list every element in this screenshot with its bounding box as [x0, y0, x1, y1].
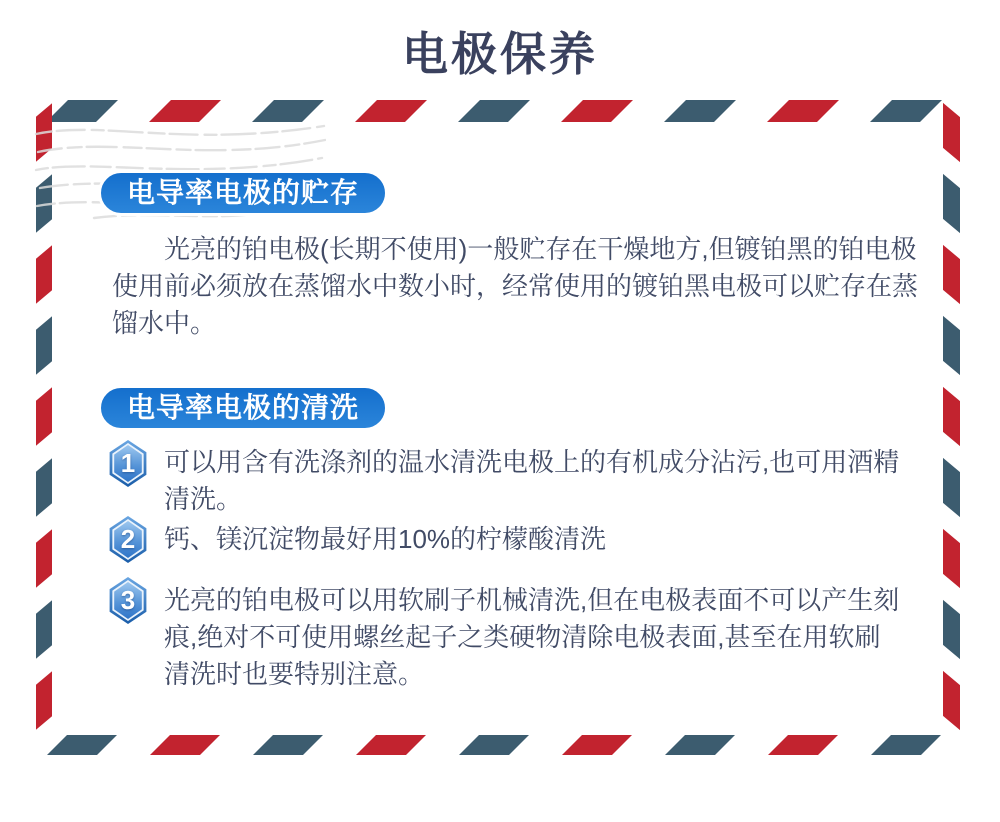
- border-stripe: [943, 245, 960, 304]
- badge-number: 3: [120, 585, 136, 615]
- border-stripe: [562, 735, 632, 755]
- border-stripe: [943, 103, 960, 162]
- border-stripe: [459, 735, 529, 755]
- border-stripe: [767, 100, 839, 122]
- border-stripe: [36, 529, 52, 587]
- border-stripe: [36, 316, 52, 374]
- border-stripe: [664, 100, 736, 122]
- border-stripe: [150, 735, 220, 755]
- section-heading-cleaning: 电导率电极的清洗: [98, 385, 388, 431]
- storage-paragraph: 光亮的铂电极(长期不使用)一般贮存在干燥地方,但镀铂黑的铂电极使用前必须放在蒸馏水中数小时，经常使用的镀铂黑电极可以贮存在蒸馏水中。: [112, 234, 919, 338]
- badge-number: 2: [120, 524, 136, 554]
- border-stripe: [47, 735, 117, 755]
- border-stripe: [561, 100, 633, 122]
- border-stripe: [356, 735, 426, 755]
- list-number-badge-1: [108, 440, 148, 487]
- cleaning-item-2: 钙、镁沉淀物最好用10%的柠檬酸清洗: [164, 524, 607, 554]
- badge-number: 1: [120, 448, 136, 478]
- border-stripe: [355, 100, 427, 122]
- border-stripe: [943, 671, 960, 730]
- border-stripe: [943, 529, 960, 588]
- border-stripe: [943, 174, 960, 233]
- border-stripe: [36, 458, 52, 516]
- border-stripe: [36, 600, 52, 658]
- border-stripe: [458, 100, 530, 122]
- list-number-badge-3: [108, 577, 148, 624]
- border-stripe: [871, 735, 941, 755]
- list-number-badge-2: [108, 516, 148, 563]
- section-heading-storage: 电导率电极的贮存: [98, 170, 388, 216]
- cleaning-item-1: 可以用含有洗涤剂的温水清洗电极上的有机成分沾污,也可用酒精清洗。: [164, 447, 900, 514]
- border-stripe: [943, 600, 960, 659]
- border-stripe: [870, 100, 942, 122]
- border-stripe: [665, 735, 735, 755]
- border-stripe: [943, 387, 960, 446]
- border-stripe: [36, 387, 52, 445]
- border-stripe: [36, 671, 52, 729]
- page-title: 电极保养: [402, 28, 598, 80]
- cleaning-item-3: 光亮的铂电极可以用软刷子机械清洗,但在电极表面不可以产生刻痕,绝对不可使用螺丝起子之类硬物清除电极表面,甚至在用软刷清洗时也要特别注意。: [164, 585, 900, 689]
- border-stripe: [943, 316, 960, 375]
- border-stripe: [943, 458, 960, 517]
- border-stripe: [253, 735, 323, 755]
- border-stripe: [768, 735, 838, 755]
- border-stripe: [36, 245, 52, 303]
